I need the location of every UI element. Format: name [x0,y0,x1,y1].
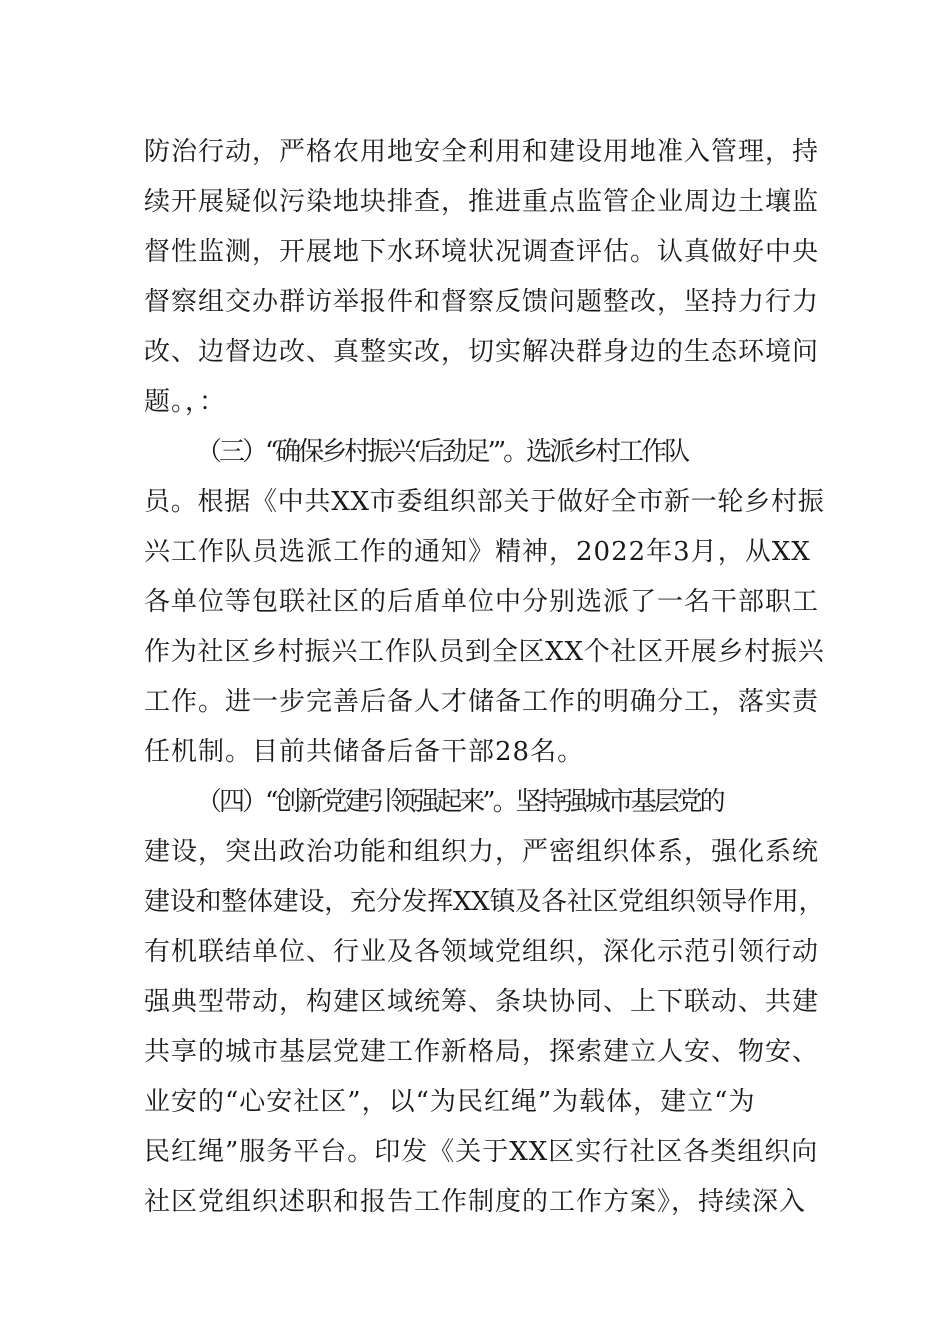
text-line: 续开展疑似污染地块排查，推进重点监管企业周边土壤监 [144,187,820,217]
text-line: 兴工作队员选派工作的通知》精神，2022年3月，从XX [144,537,811,567]
text-line: 共享的城市基层党建工作新格局，探索建立人安、物安、 [144,1037,820,1067]
text-line: 有机联结单位、行业及各领域党组织，深化示范引领行动 [144,937,820,967]
text-line: 督察组交办群访举报件和督察反馈问题整改，坚持力行力 [144,287,820,317]
text-line: 作为社区乡村振兴工作队员到全区XX个社区开展乡村振兴 [144,637,825,667]
text-line: 民红绳”服务平台。印发《关于XX区实行社区各类组织向 [144,1137,819,1167]
text-line: 社区党组织述职和报告工作制度的工作方案》，持续深入 [144,1187,807,1217]
text-line: 督性监测，开展地下水环境状况调查评估。认真做好中央 [144,237,820,267]
text-line: 任机制。目前共储备后备干部28名。 [144,737,585,767]
text-line: 各单位等包联社区的后盾单位中分别选派了一名干部职工 [144,587,820,617]
text-line: 员。根据《中共XX市委组织部关于做好全市新一轮乡村振 [144,487,825,517]
text-line: 建设和整体建设，充分发挥XX镇及各社区党组织领导作用， [144,887,825,917]
text-line: 建设，突出政治功能和组织力，严密组织体系，强化系统 [144,837,820,867]
section-four-heading-line: （四）“创新党建引领强起来”。坚持强城市基层党的 [196,787,723,817]
text-line: 改、边督边改、真整实改，切实解决群身边的生态环境问 [144,337,820,367]
text-line: 防治行动，严格农用地安全利用和建设用地准入管理，持 [144,137,820,167]
text-line: 题。，： [144,387,227,417]
text-line: 工作。进一步完善后备人才储备工作的明确分工，落实责 [144,687,820,717]
section-three-heading-line: （三）“确保乡村振兴‘后劲足’”。选派乡村工作队 [196,437,688,467]
text-line: 业安的“心安社区”，以“为民红绳”为载体，建立“为 [144,1087,756,1117]
text-line: 强典型带动，构建区域统筹、条块协同、上下联动、共建 [144,987,820,1017]
